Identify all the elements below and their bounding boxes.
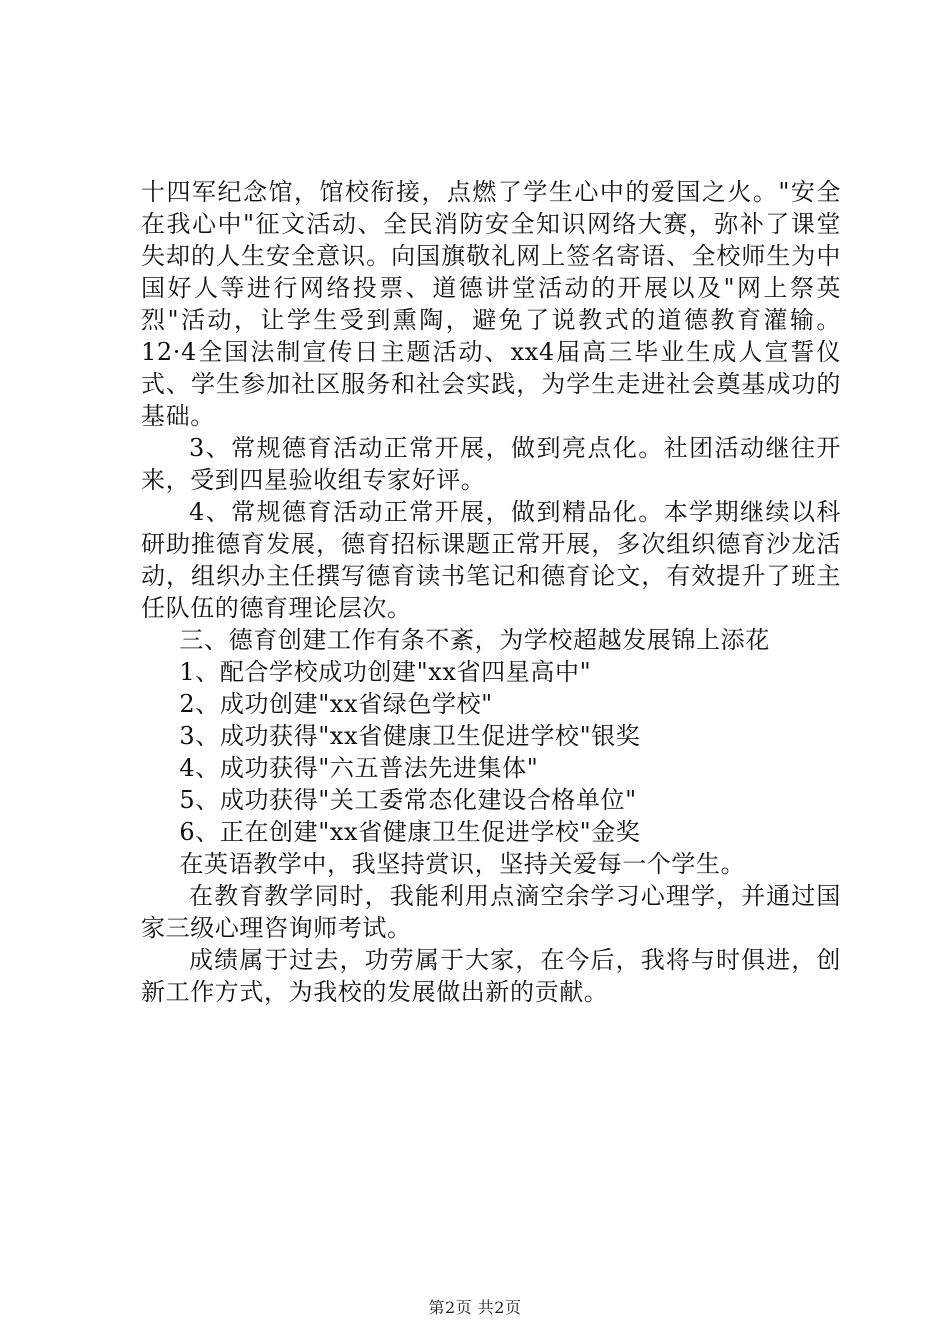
paragraph-psychology-study: 在教育教学同时，我能利用点滴空余学习心理学，并通过国家三级心理咨询师考试。 xyxy=(141,882,841,942)
list-item-award-5: 5、成功获得"关工委常态化建设合格单位" xyxy=(179,786,637,814)
paragraph-item-4-quality: 4、常规德育活动正常开展，做到精品化。本学期继续以科研助推德育发展，德育招标课题正常开展，多次组织德育沙龙活动，组织办主任撰写德育读书笔记和德育论文，有效提升了班主任队伍的德育理论层次。 xyxy=(141,498,841,622)
paragraph-conclusion: 成绩属于过去，功劳属于大家，在今后，我将与时俱进，创新工作方式，为我校的发展做出新的贡献。 xyxy=(141,946,841,1006)
section-heading-3: 三、德育创建工作有条不紊，为学校超越发展锦上添花 xyxy=(179,626,770,654)
list-item-award-4: 4、成功获得"六五普法先进集体" xyxy=(179,754,539,782)
list-item-award-2: 2、成功创建"xx省绿色学校" xyxy=(179,690,493,718)
list-item-award-1: 1、配合学校成功创建"xx省四星高中" xyxy=(179,658,592,686)
page-number-footer: 第2页 共2页 xyxy=(428,1298,522,1317)
list-item-award-3: 3、成功获得"xx省健康卫生促进学校"银奖 xyxy=(179,722,641,750)
paragraph-patriotic-activities: 十四军纪念馆，馆校衔接，点燃了学生心中的爱国之火。"安全在我心中"征文活动、全民消防安全知识网络大赛，弥补了课堂失却的人生安全意识。向国旗敬礼网上签名寄语、全校师生为中国好人等进行网络投票、道德讲堂活动的开展以及"网上祭英烈"活动，让学生受到熏陶，避免了说教式的道德教育灌输。12·4全国法制宣传日主题活动、xx4届高三毕业生成人宣誓仪式、学生参加社区服务和社会实践，为学生走进社会奠基成功的基础。 xyxy=(141,178,841,430)
paragraph-english-teaching: 在英语教学中，我坚持赏识，坚持关爱每一个学生。 xyxy=(179,850,746,878)
document-body xyxy=(141,176,841,1008)
paragraph-item-3-highlights: 3、常规德育活动正常开展，做到亮点化。社团活动继往开来，受到四星验收组专家好评。 xyxy=(141,434,841,494)
list-item-award-6: 6、正在创建"xx省健康卫生促进学校"金奖 xyxy=(179,818,641,846)
